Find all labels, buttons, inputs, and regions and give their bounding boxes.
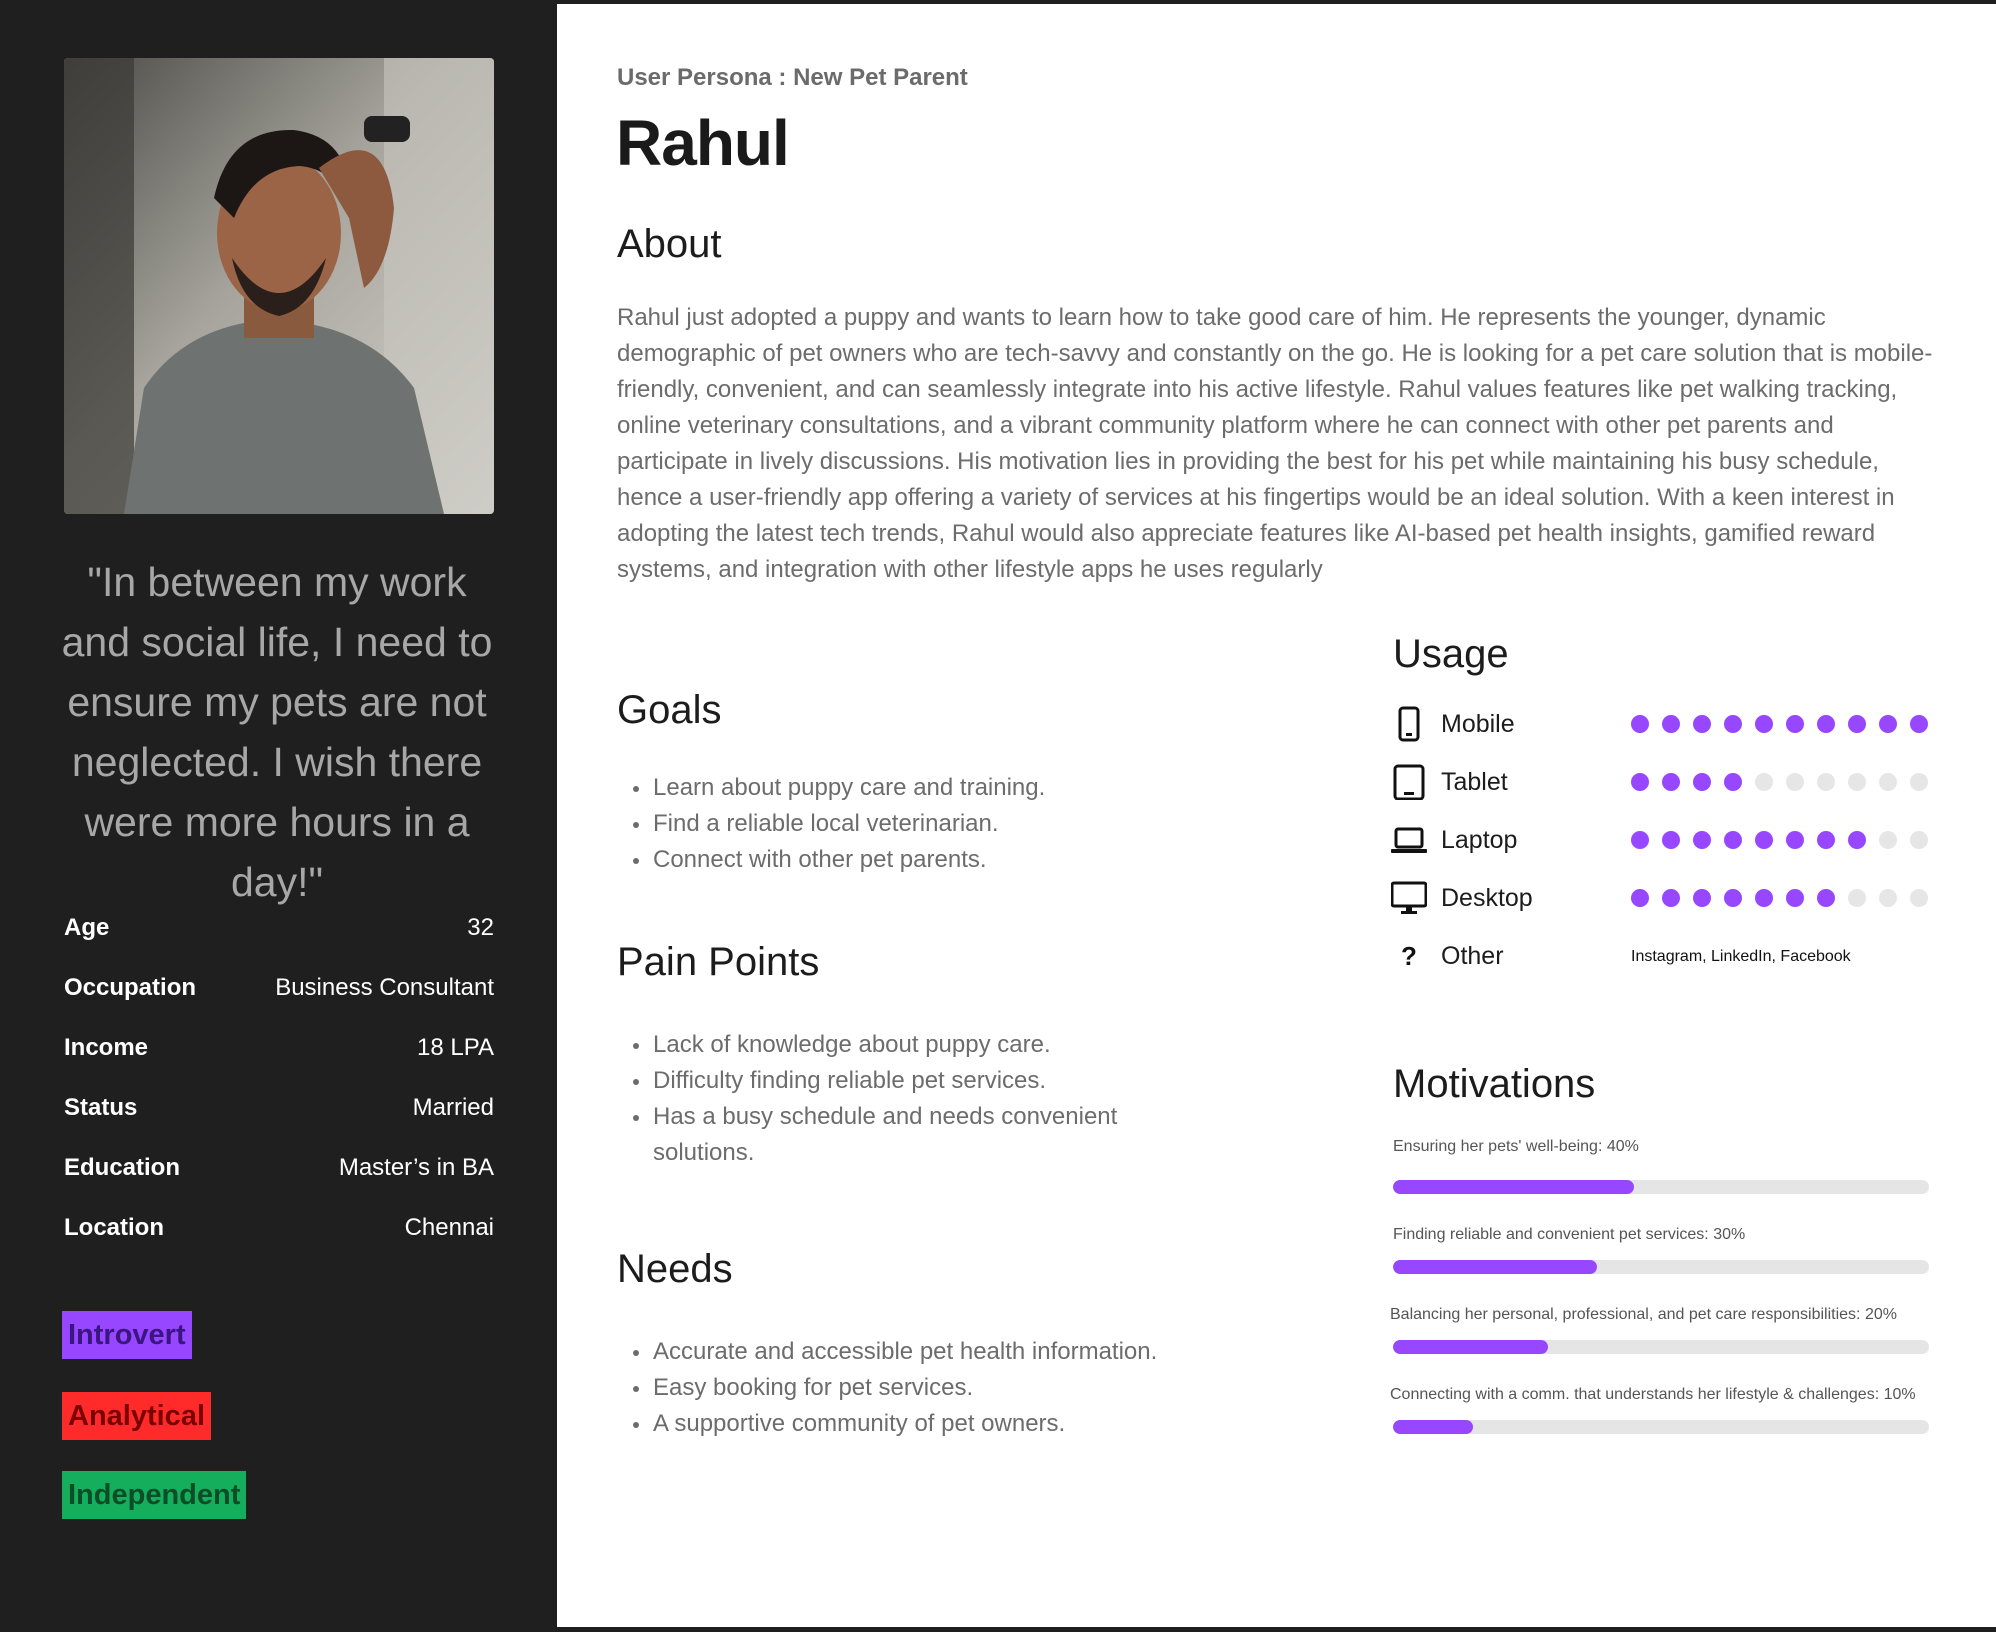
stat-label: Age [64,914,110,941]
stat-value: Chennai [404,1214,494,1241]
usage-label: Other [1441,942,1504,970]
list-item: Connect with other pet parents. [653,842,1213,878]
usage-dot-filled [1662,773,1680,791]
usage-dot-filled [1879,715,1897,733]
motivation-item [1393,1138,1953,1156]
usage-dot-filled [1631,773,1649,791]
stat-label: Occupation [64,974,197,1001]
persona-name: Rahul [616,107,789,179]
stat-value: Married [412,1094,494,1121]
stat-label: Status [64,1094,138,1121]
usage-dot-empty [1879,773,1897,791]
usage-label: Mobile [1441,710,1515,738]
list-item: Difficulty finding reliable pet services. [653,1063,1213,1099]
usage-dot-filled [1910,715,1928,733]
motivation-bar-fill [1393,1340,1548,1354]
motivation-bar-fill [1393,1180,1634,1194]
tag-introvert: Introvert [62,1311,192,1359]
needs-heading: Needs [617,1247,733,1291]
list-item: A supportive community of pet owners. [653,1406,1213,1442]
desktop-icon [1391,880,1427,916]
usage-dot-filled [1631,889,1649,907]
usage-label: Desktop [1441,884,1533,912]
goals-heading: Goals [617,688,722,732]
stat-age [64,898,494,958]
tag-independent: Independent [62,1471,246,1519]
persona-quote: "In between my work and social life, I need to ensure my pets are not neglected. I wish there were more hours in a day!" [61,559,493,905]
tag-analytical: Analytical [62,1392,211,1440]
motivation-item [1393,1226,1953,1244]
usage-dot-filled [1724,715,1742,733]
usage-list [1391,706,1951,996]
motivation-bar [1393,1420,1929,1434]
usage-dot-filled [1786,715,1804,733]
usage-dot-filled [1817,831,1835,849]
usage-dot-empty [1755,773,1773,791]
stat-label: Income [64,1034,149,1061]
usage-dot-filled [1817,889,1835,907]
usage-dot-filled [1662,889,1680,907]
motivation-bar [1393,1260,1929,1274]
usage-dot-filled [1724,889,1742,907]
list-item: Accurate and accessible pet health information. [653,1334,1213,1370]
tablet-icon [1391,764,1427,800]
usage-dot-empty [1879,889,1897,907]
usage-dot-filled [1724,831,1742,849]
persona-sidebar [0,0,557,1632]
stat-income [64,1018,494,1078]
motivation-label: Ensuring her pets' well-being: 40% [1393,1138,1639,1155]
usage-dot-filled [1755,831,1773,849]
needs-list [653,1334,1213,1442]
list-item: Lack of knowledge about puppy care. [653,1027,1213,1063]
persona-subtitle: User Persona : New Pet Parent [617,64,968,91]
motivation-bar [1393,1340,1929,1354]
persona-main [557,4,1996,1627]
usage-dot-empty [1817,773,1835,791]
usage-dot-filled [1786,889,1804,907]
usage-dot-empty [1879,831,1897,849]
usage-dot-filled [1786,831,1804,849]
stat-occupation [64,958,494,1018]
usage-dot-filled [1724,773,1742,791]
demographics-list [64,898,494,1258]
usage-dot-filled [1693,831,1711,849]
stat-value: Master’s in BA [338,1154,494,1181]
usage-dot-filled [1631,831,1649,849]
usage-other-apps: Instagram, LinkedIn, Facebook [1631,948,1851,965]
stat-value: 32 [467,914,494,941]
stat-education [64,1138,494,1198]
usage-dots [1631,831,1928,849]
usage-dot-empty [1910,889,1928,907]
usage-row-tablet [1391,764,1951,822]
motivation-bar [1393,1180,1929,1194]
motivation-label: Connecting with a comm. that understands her lifestyle & challenges: 10% [1390,1386,1916,1403]
usage-dot-empty [1848,889,1866,907]
usage-dot-empty [1910,831,1928,849]
motivation-item [1390,1386,1950,1404]
usage-dot-filled [1755,715,1773,733]
usage-dots [1631,715,1928,733]
motivation-item [1390,1306,1950,1324]
stat-location [64,1198,494,1258]
usage-row-mobile [1391,706,1951,764]
usage-heading: Usage [1393,632,1509,676]
usage-row-desktop [1391,880,1951,938]
pain-points-list [653,1027,1213,1171]
usage-dot-filled [1693,889,1711,907]
about-text: Rahul just adopted a puppy and wants to learn how to take good care of him. He represents the younger, dynamic demographic of pet owners who are tech-savvy and constantly on the go. He is looking for a pet care solution that is mobile-friendly, convenient, and can seamlessly integrate into his active lifestyle. Rahul values features like pet walking tracking, online veterinary consultations, and a vibrant community platform where he can connect with other pet parents and participate in lively discussions. His motivation lies in providing the best for his pet while maintaining his busy schedule, hence a user-friendly app offering a variety of services at his fingertips would be an ideal solution. With a keen interest in adopting the latest tech trends, Rahul would also appreciate features like AI-based pet health insights, gamified reward systems, and integration with other lifestyle apps he uses regularly [617,304,1933,583]
usage-dot-filled [1693,715,1711,733]
usage-dot-filled [1817,715,1835,733]
usage-row-laptop [1391,822,1951,880]
usage-label: Laptop [1441,826,1518,854]
usage-dot-filled [1662,831,1680,849]
pain-points-heading: Pain Points [617,940,820,984]
usage-dot-filled [1631,715,1649,733]
usage-dot-filled [1662,715,1680,733]
usage-dot-empty [1910,773,1928,791]
stat-label: Location [64,1214,164,1241]
list-item: Easy booking for pet services. [653,1370,1213,1406]
usage-dots [1631,773,1928,791]
usage-dot-filled [1848,831,1866,849]
list-item: Learn about puppy care and training. [653,770,1213,806]
usage-dot-empty [1786,773,1804,791]
motivation-label: Balancing her personal, professional, and pet care responsibilities: 20% [1390,1306,1897,1323]
usage-row-other [1391,938,1951,996]
persona-photo [64,58,494,514]
usage-dots [1631,889,1928,907]
stat-label: Education [64,1154,181,1181]
usage-dot-empty [1848,773,1866,791]
motivation-bar-fill [1393,1260,1597,1274]
about-heading: About [617,222,722,266]
motivation-label: Finding reliable and convenient pet services: 30% [1393,1226,1746,1243]
usage-dot-filled [1693,773,1711,791]
usage-label: Tablet [1441,768,1508,796]
mobile-icon [1391,706,1427,742]
list-item: Has a busy schedule and needs convenient solutions. [653,1099,1213,1171]
list-item: Find a reliable local veterinarian. [653,806,1213,842]
goals-list [653,770,1213,878]
stat-status [64,1078,494,1138]
stat-value: 18 LPA [417,1034,494,1061]
laptop-icon [1391,822,1427,858]
stat-value: Business Consultant [275,974,494,1001]
usage-dot-filled [1848,715,1866,733]
usage-dot-filled [1755,889,1773,907]
motivation-bar-fill [1393,1420,1473,1434]
question-icon: ? [1401,941,1417,971]
motivations-heading: Motivations [1393,1062,1596,1106]
